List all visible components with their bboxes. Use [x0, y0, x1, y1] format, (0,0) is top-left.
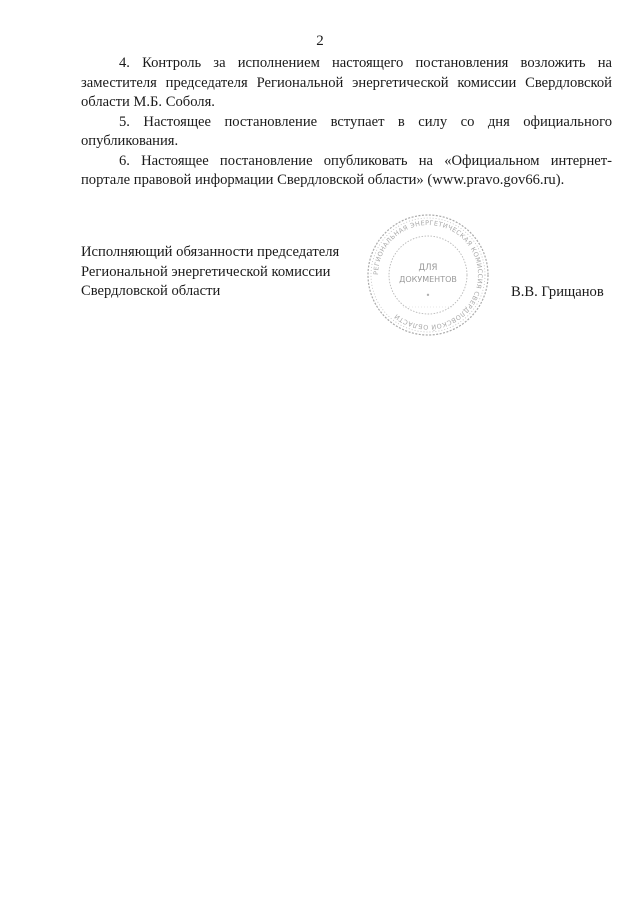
document-body [81, 54, 612, 191]
page-number: 2 [316, 33, 324, 49]
paragraph-6: 6. Настоящее постановление опубликовать на «Официальном интернет-портале правовой информации Свердловской области» (www.pravo.gov66.ru). [81, 152, 612, 188]
signatory-position-line: Исполняющий обязанности председателя [81, 244, 340, 260]
signatory-position [81, 243, 339, 302]
stamp-ring-text: РЕГИОНАЛЬНАЯ ЭНЕРГЕТИЧЕСКАЯ КОМИССИЯ СВЕРДЛОВСКОЙ ОБЛАСТИ [371, 218, 485, 332]
paragraph-5: 5. Настоящее постановление вступает в силу со дня официального опубликования. [81, 113, 612, 149]
paragraph-4: 4. Контроль за исполнением настоящего постановления возложить на заместителя председателя Региональной энергетической комиссии Свердловской области М.Б. Соболя. [81, 55, 612, 110]
stamp-center-line: ДЛЯ [418, 263, 438, 273]
signatory-name: В.В. Грищанов [511, 284, 604, 300]
stamp-center-line: ДОКУМЕНТОВ [399, 275, 457, 284]
official-stamp-icon [363, 210, 493, 340]
signatory-position-line: Региональной энергетической комиссии [81, 263, 331, 280]
signatory-position-line: Свердловской области [81, 283, 221, 299]
svg-text:•: • [425, 291, 431, 300]
